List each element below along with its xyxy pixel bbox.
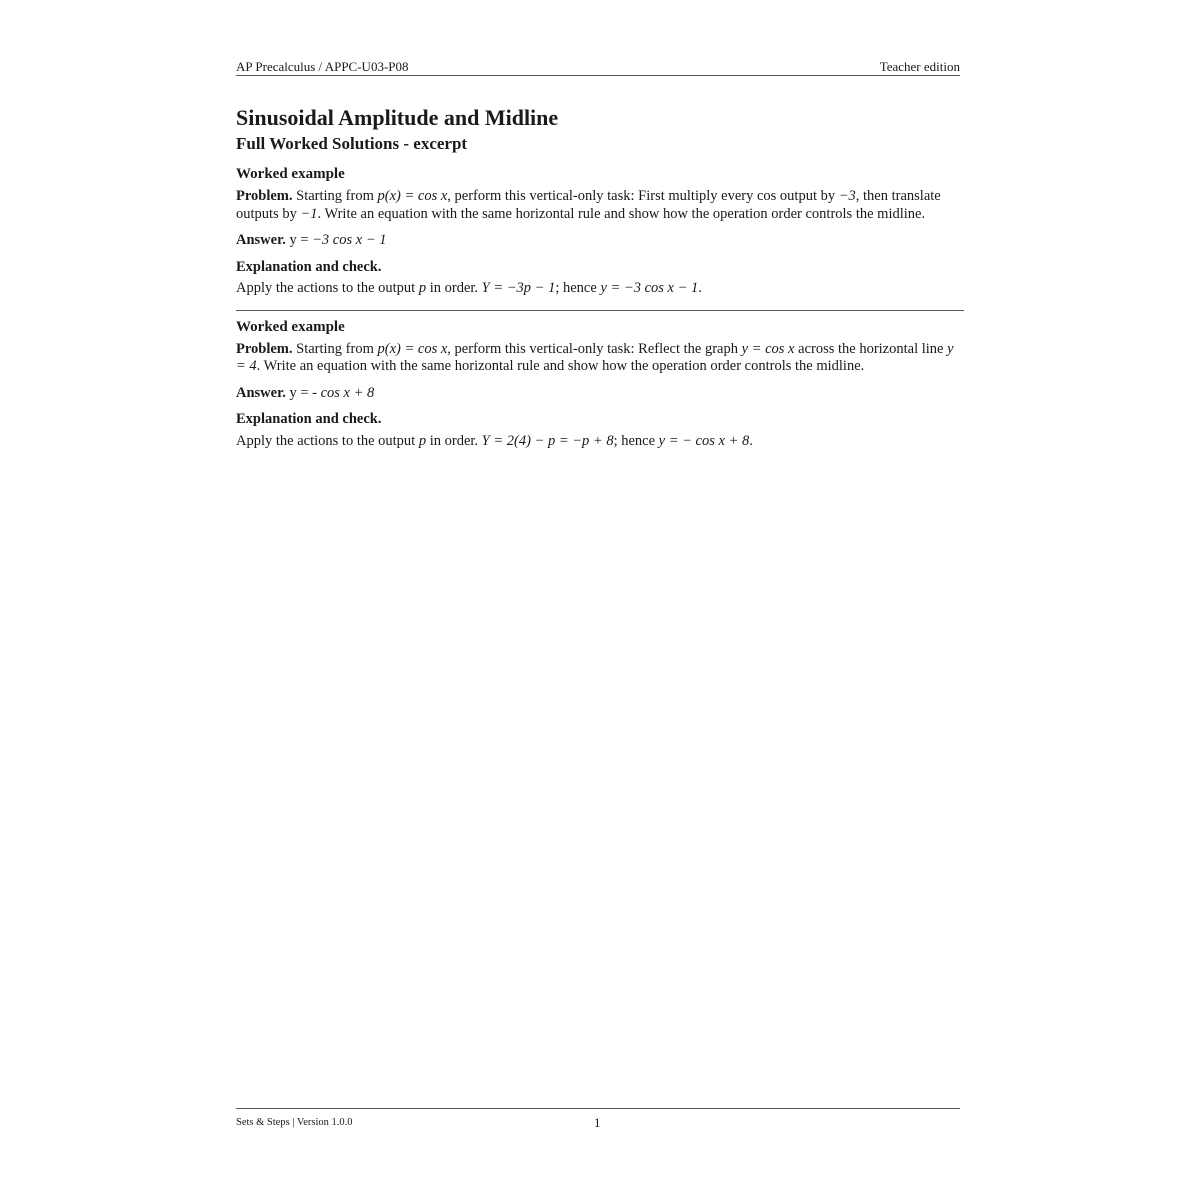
example-heading: Worked example [236, 318, 345, 335]
math-expression: p(x) = cos x [377, 340, 448, 357]
header-edition: Teacher edition [879, 59, 960, 74]
answer-prefix: y = [289, 232, 309, 248]
math-expression: y = − cos x + 8 [658, 432, 750, 449]
explanation-text [236, 433, 960, 451]
explanation-part: in order. [429, 432, 479, 449]
example-heading: Worked example [236, 166, 345, 182]
running-header [236, 58, 960, 76]
worked-example-2 [236, 317, 960, 451]
problem-text: , then translate outputs by [236, 188, 941, 222]
math-expression: −1 [300, 205, 318, 222]
answer-expression: cos x + 8 [320, 384, 375, 401]
page-number: 1 [594, 1115, 601, 1130]
page [236, 0, 960, 1200]
problem-text: . Write an equation with the same horizontal rule and show how the operation order controls the midline. [317, 205, 926, 222]
problem-text: Starting from [296, 188, 374, 204]
answer-line [236, 232, 960, 250]
explanation-part: ; hence [555, 280, 597, 296]
problem-label: Problem. [236, 188, 293, 204]
explanation-part: Apply the actions to the output [236, 432, 416, 449]
explanation-label: Explanation and check. [236, 411, 382, 427]
main-content [236, 104, 960, 450]
explanation-text [236, 280, 960, 298]
explanation-part: in order. [429, 280, 479, 296]
math-expression: −3 [838, 188, 856, 204]
explanation-part: . [749, 432, 753, 449]
math-expression: y = cos x [741, 340, 795, 357]
explanation-part: ; hence [613, 432, 656, 449]
math-expression: y = −3 cos x − 1 [600, 280, 699, 296]
problem-text: Starting from [296, 340, 374, 357]
footer-publisher: Sets & Steps | Version 1.0.0 [236, 1117, 353, 1128]
answer-expression: −3 cos x − 1 [312, 232, 387, 248]
math-expression: p [418, 280, 427, 296]
math-expression: p [418, 432, 427, 449]
problem-statement [236, 188, 960, 223]
problem-text: across the horizontal line [798, 340, 944, 357]
problem-statement [236, 341, 960, 376]
problem-text: , perform this vertical-only task: First multiply every cos output by [447, 188, 836, 204]
problem-label: Problem. [236, 340, 293, 357]
example-divider [236, 310, 964, 311]
answer-label: Answer. [236, 384, 286, 401]
math-expression: p(x) = cos x [377, 188, 448, 204]
page-subtitle: Full Worked Solutions - excerpt [236, 134, 468, 153]
explanation-heading [236, 411, 960, 429]
answer-label: Answer. [236, 232, 286, 248]
problem-text: . Write an equation with the same horizontal rule and show how the operation order controls the midline. [256, 358, 865, 374]
explanation-part: . [698, 280, 702, 296]
answer-prefix: y = - [289, 384, 317, 401]
worked-example-1 [236, 164, 960, 298]
answer-line [236, 385, 960, 403]
math-expression: Y = 2(4) − p = −p + 8 [481, 432, 614, 449]
problem-text: , perform this vertical-only task: Reflect the graph [447, 340, 738, 357]
page-title: Sinusoidal Amplitude and Midline [236, 105, 559, 130]
header-course-code: AP Precalculus / APPC-U03-P08 [236, 59, 409, 74]
explanation-label: Explanation and check. [236, 258, 382, 275]
math-expression: y = 4 [236, 340, 954, 374]
explanation-part: Apply the actions to the output [236, 280, 416, 296]
running-footer [236, 1108, 960, 1130]
explanation-heading [236, 259, 960, 277]
math-expression: Y = −3p − 1 [481, 280, 556, 296]
